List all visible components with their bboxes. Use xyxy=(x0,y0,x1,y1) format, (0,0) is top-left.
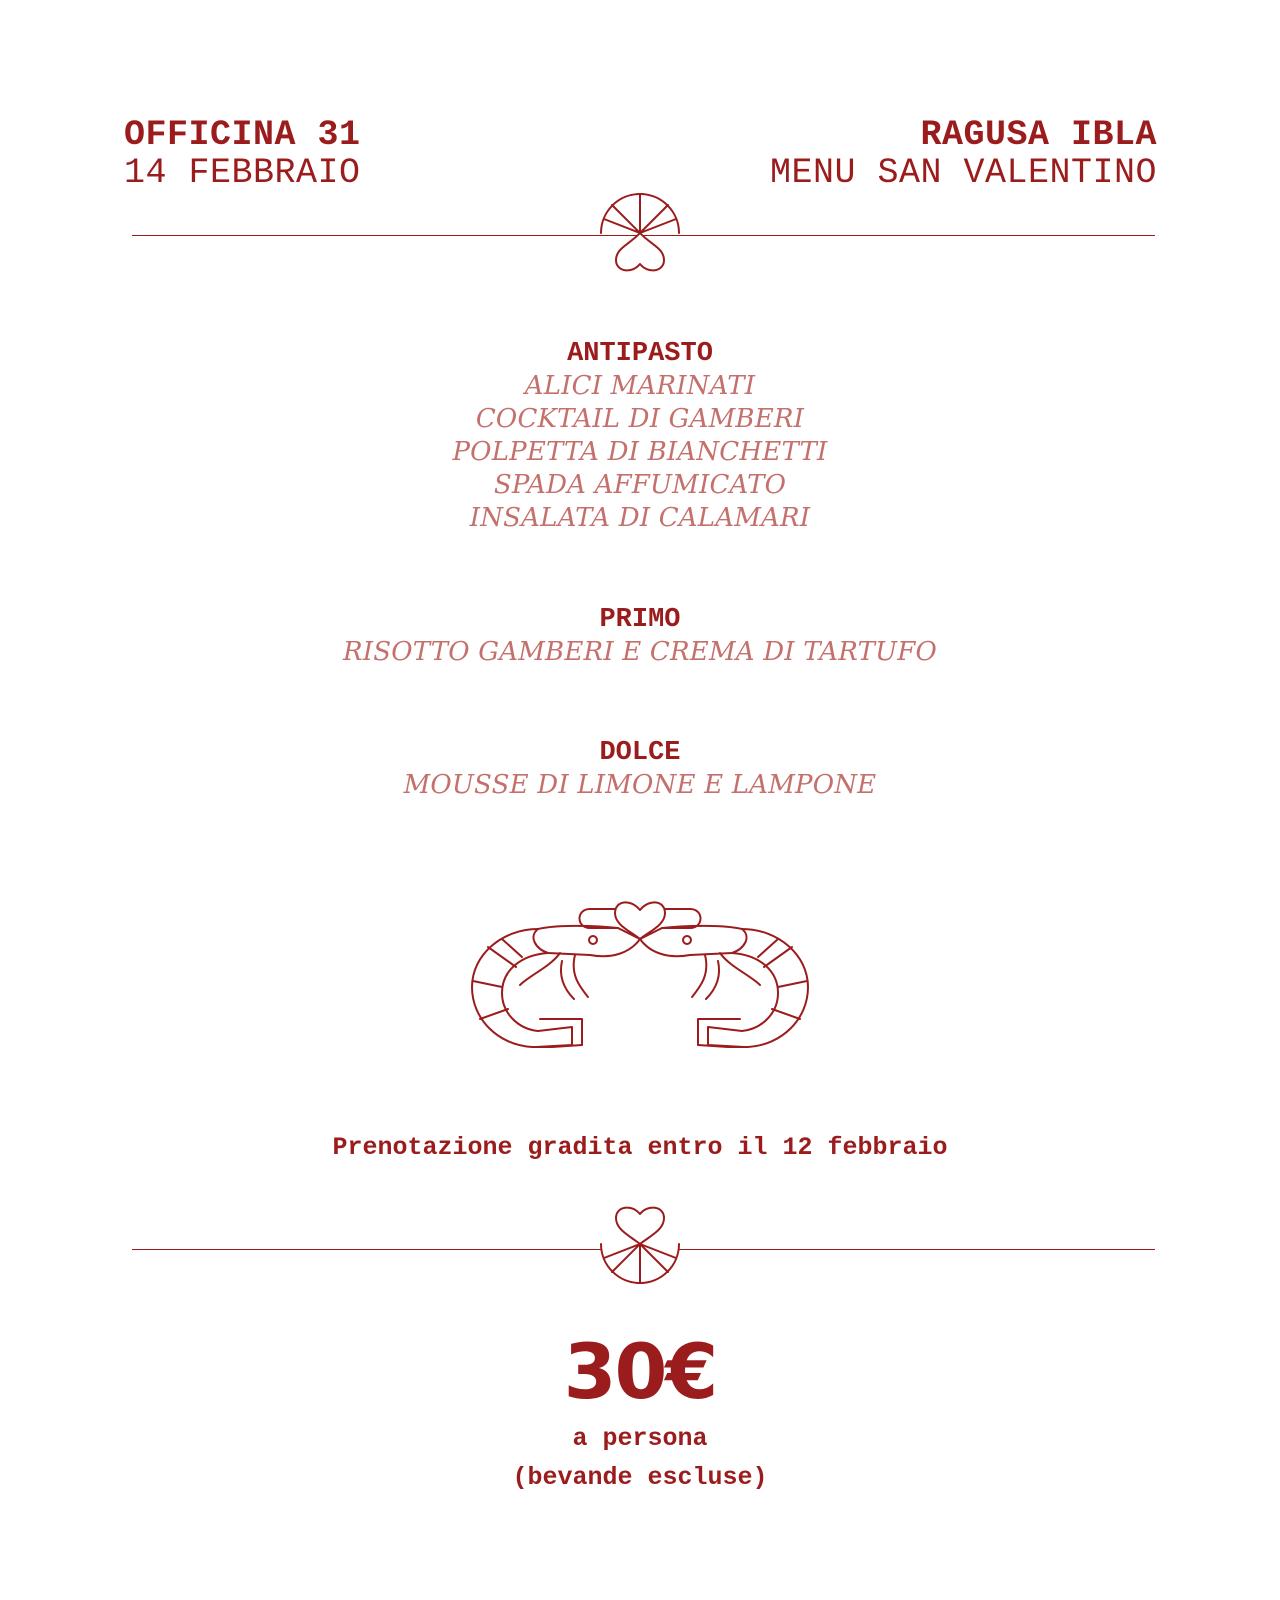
section-primo xyxy=(0,604,1280,669)
dish-item: COCKTAIL DI GAMBERI xyxy=(475,404,805,434)
location-name: RAGUSA IBLA xyxy=(920,115,1157,155)
shrimp-couple-heart-illustration xyxy=(440,895,840,1075)
dish-item: SPADA AFFUMICATO xyxy=(493,470,787,500)
section-antipasto xyxy=(0,338,1280,535)
section-dolce xyxy=(0,737,1280,802)
reservation-note: Prenotazione gradita entro il 12 febbraio xyxy=(332,1133,948,1162)
section-title-antipasto: ANTIPASTO xyxy=(567,339,713,369)
menu-name: MENU SAN VALENTINO xyxy=(769,153,1157,193)
section-title-primo: PRIMO xyxy=(599,605,681,635)
restaurant-name: OFFICINA 31 xyxy=(124,115,361,155)
drinks-excluded-note: (bevande escluse) xyxy=(512,1463,768,1492)
dish-item: POLPETTA DI BIANCHETTI xyxy=(452,437,828,467)
dish-item: RISOTTO GAMBERI E CREMA DI TARTUFO xyxy=(342,637,938,667)
dish-item: ALICI MARINATI xyxy=(524,371,756,401)
section-title-dolce: DOLCE xyxy=(599,738,681,768)
header-right xyxy=(770,116,1157,192)
orange-slice-heart-icon xyxy=(0,192,1280,282)
price-unit: a persona xyxy=(572,1424,708,1453)
dish-item: MOUSSE DI LIMONE E LAMPONE xyxy=(403,770,877,800)
event-date: 14 FEBBRAIO xyxy=(124,153,361,193)
heart-orange-slice-icon xyxy=(0,1200,1280,1290)
dish-item: INSALATA DI CALAMARI xyxy=(469,503,811,533)
price-note xyxy=(0,1419,1280,1497)
header-left xyxy=(124,116,361,192)
price: 30€ xyxy=(563,1327,717,1416)
